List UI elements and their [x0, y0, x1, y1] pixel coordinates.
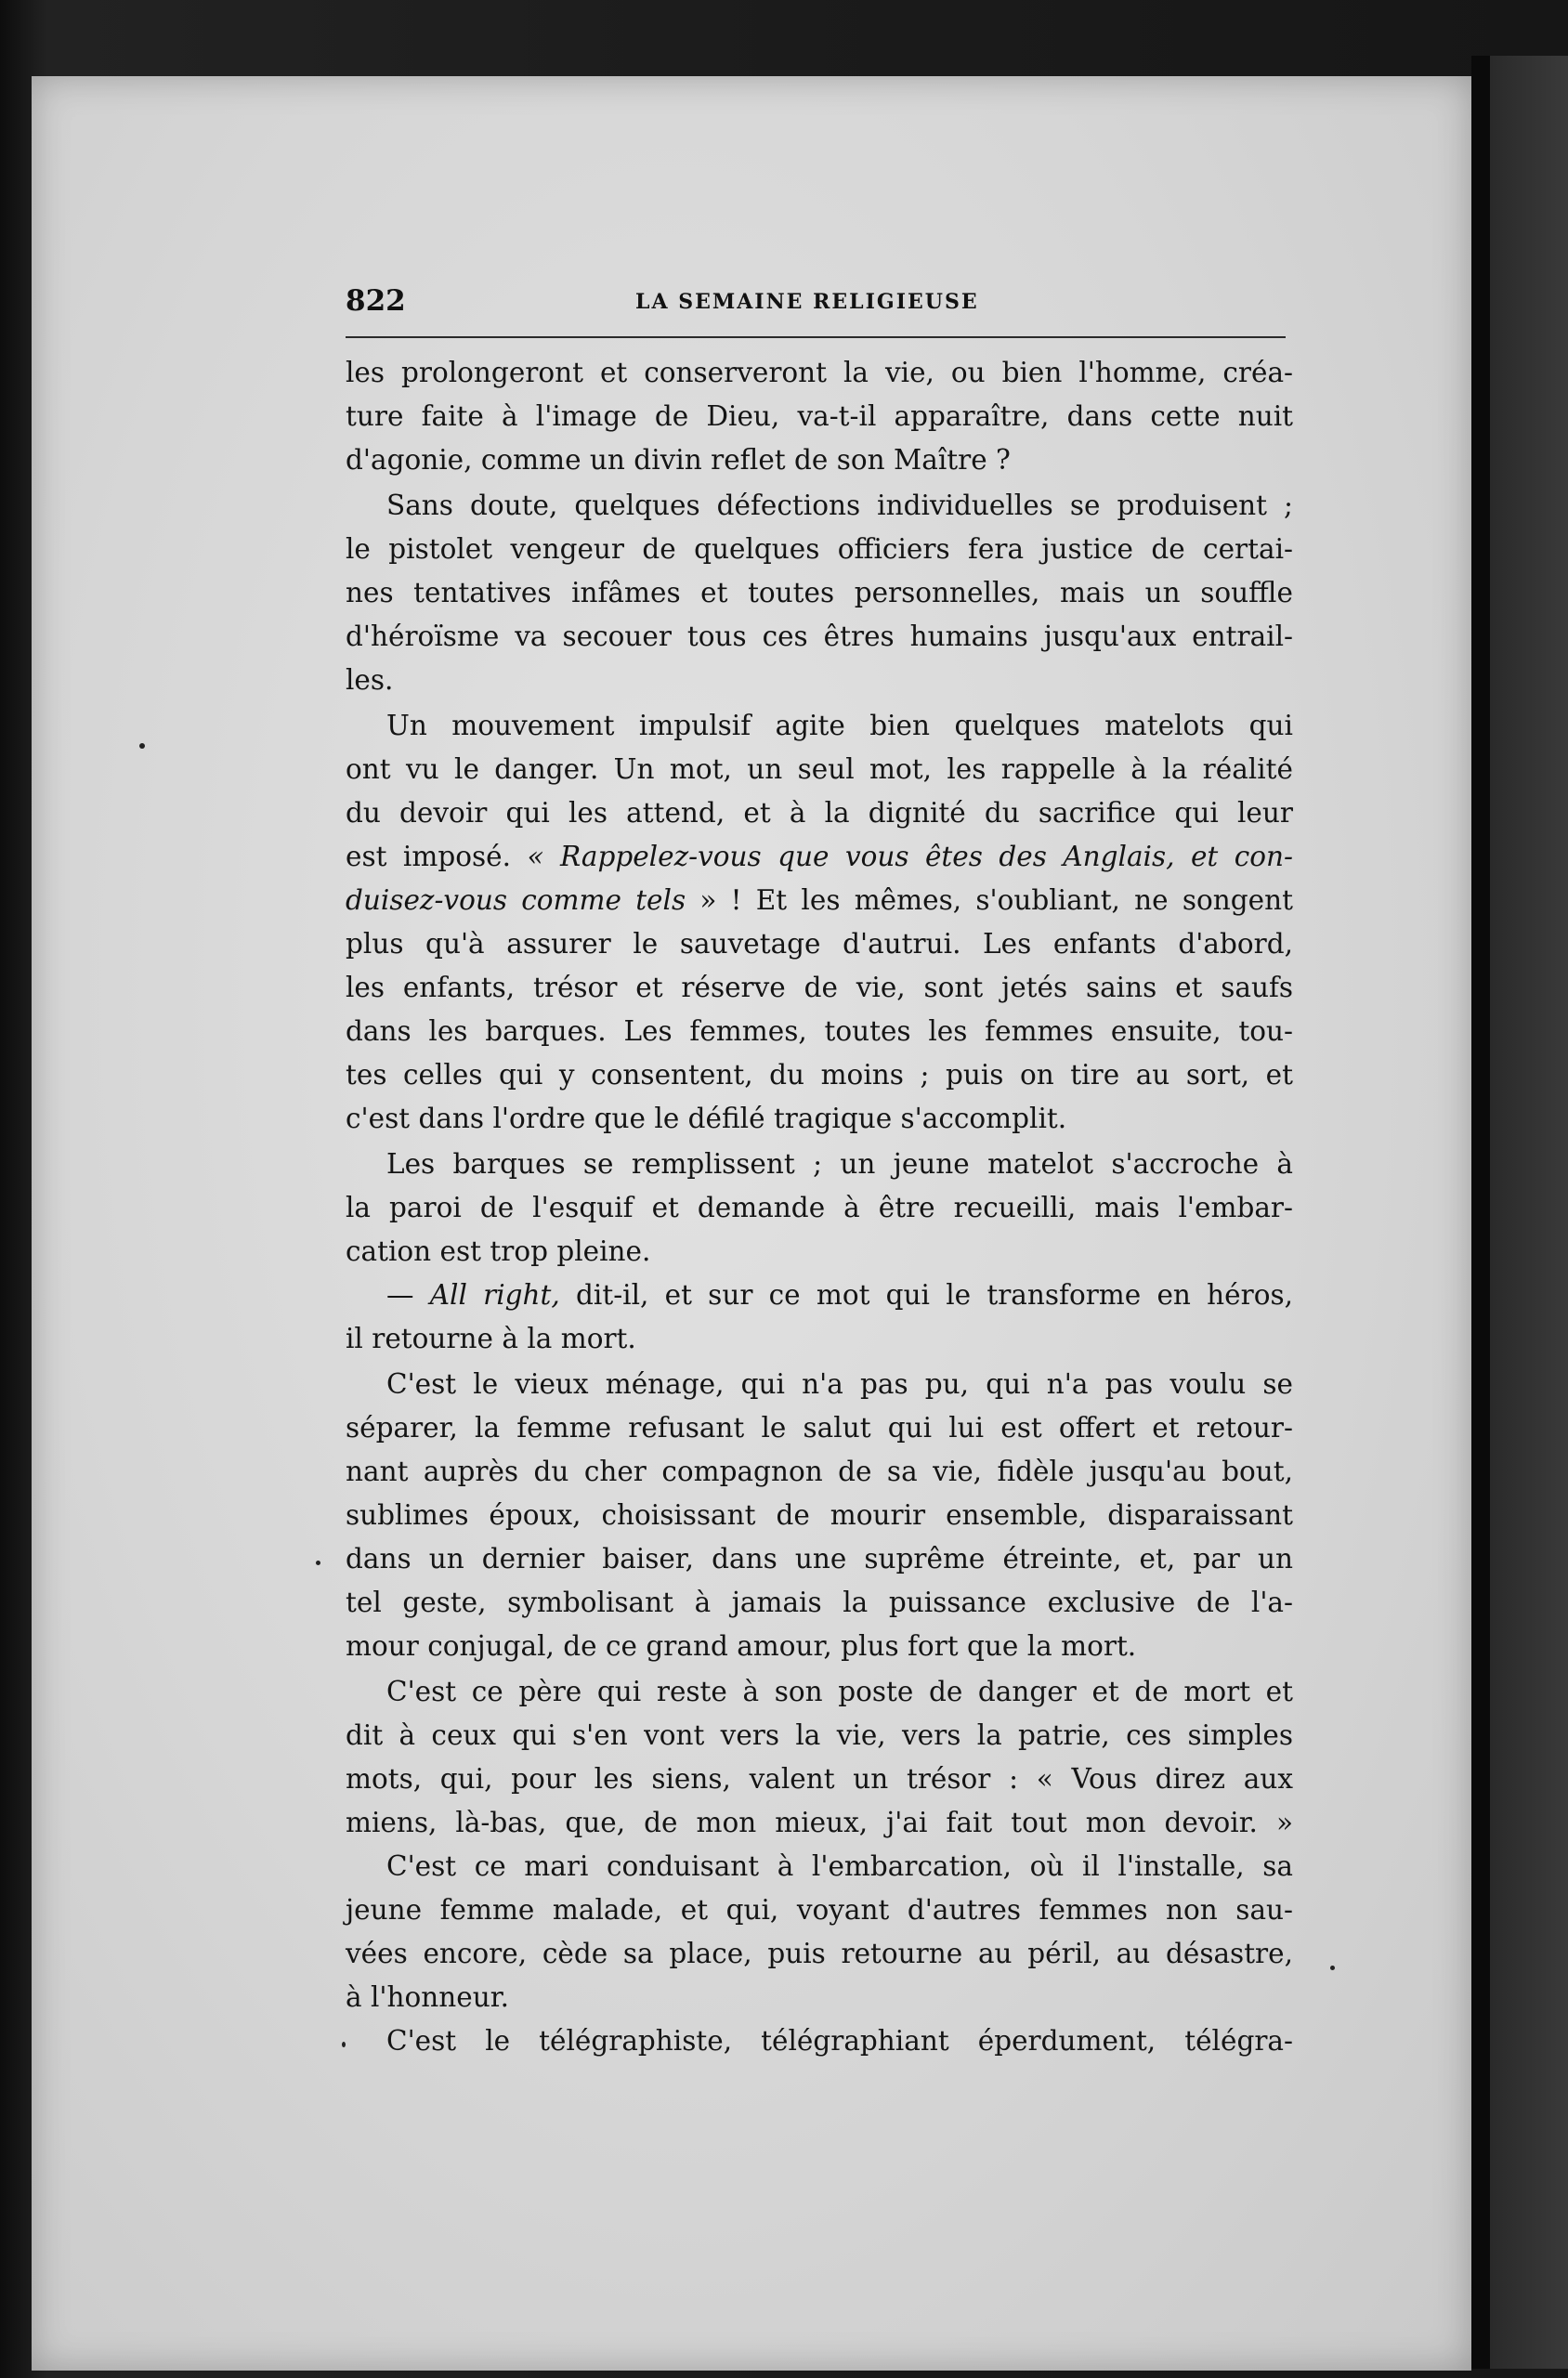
- text-line: ture faite à l'image de Dieu, va-t-il apparaître, dans cette nuit: [346, 400, 1293, 432]
- text-line: les prolongeront et conserveront la vie, ou bien l'homme, créa-: [346, 357, 1293, 388]
- italic-phrase: All right,: [429, 1279, 560, 1311]
- paragraph: [346, 1143, 1293, 1274]
- text-line-mixed: [346, 879, 1293, 922]
- text-line: cation est trop pleine.: [346, 1235, 651, 1267]
- film-speck: [139, 743, 145, 749]
- film-edge: [1471, 56, 1490, 2369]
- text-line: plus qu'à assurer le sauvetage d'autrui. Les enfants d'abord,: [346, 928, 1293, 960]
- text-line: Un mouvement impulsif agite bien quelques matelots qui: [386, 710, 1293, 741]
- text-line: C'est ce père qui reste à son poste de danger et de mort et: [386, 1676, 1293, 1707]
- text-line: il retourne à la mort.: [346, 1323, 636, 1354]
- text-line: du devoir qui les attend, et à la dignité du sacrifice qui leur: [346, 797, 1293, 829]
- paragraph: [346, 1274, 1293, 1361]
- text-line: tes celles qui y consentent, du moins ; puis on tire au sort, et: [346, 1059, 1293, 1091]
- text-line: à l'honneur.: [346, 1981, 509, 2013]
- paragraph: [346, 1363, 1293, 1668]
- text-line: jeune femme malade, et qui, voyant d'autres femmes non sau-: [346, 1894, 1293, 1926]
- text-line: C'est le télégraphiste, télégraphiant éperdument, télégra-: [386, 2025, 1293, 2057]
- text-line: séparer, la femme refusant le salut qui lui est offert et retour-: [346, 1412, 1293, 1444]
- page-number: 822: [346, 284, 406, 318]
- paragraph: [346, 1670, 1293, 1845]
- text-line: ont vu le danger. Un mot, un seul mot, les rappelle à la réalité: [346, 753, 1293, 785]
- film-speck: [342, 2042, 346, 2047]
- text-line: dans les barques. Les femmes, toutes les femmes ensuite, tou-: [346, 1015, 1293, 1047]
- text-line: Les barques se remplissent ; un jeune matelot s'accroche à: [386, 1148, 1293, 1180]
- film-speck: [1330, 1966, 1335, 1970]
- adjacent-page-edge: [1490, 56, 1568, 2369]
- text-line: les.: [346, 664, 394, 696]
- paragraph: [346, 1845, 1293, 2019]
- text-line: C'est ce mari conduisant à l'embarcation, où il l'installe, sa: [386, 1850, 1293, 1882]
- text-run: est imposé.: [346, 841, 511, 872]
- text-line: dit à ceux qui s'en vont vers la vie, vers la patrie, ces simples: [346, 1719, 1293, 1751]
- text-line: mour conjugal, de ce grand amour, plus fort que la mort.: [346, 1630, 1137, 1662]
- paragraph: [346, 351, 1293, 482]
- text-line: C'est le vieux ménage, qui n'a pas pu, qui n'a pas voulu se: [386, 1368, 1293, 1400]
- text-line: d'agonie, comme un divin reflet de son Maître ?: [346, 444, 1011, 476]
- text-line-mixed: [346, 835, 1293, 879]
- header-rule: [346, 336, 1286, 338]
- running-title: LA SEMAINE RELIGIEUSE: [635, 290, 979, 314]
- text-line: Sans doute, quelques défections individuelles se produisent ;: [386, 490, 1293, 521]
- film-speck: [316, 1561, 320, 1565]
- text-line: mots, qui, pour les siens, valent un trésor : « Vous direz aux: [346, 1763, 1293, 1795]
- text-line: sublimes époux, choisissant de mourir ensemble, disparaissant: [346, 1499, 1293, 1531]
- text-run: dit-il, et sur ce mot qui le transforme en héros,: [559, 1279, 1293, 1311]
- paragraph: [346, 484, 1293, 702]
- body-text: [346, 351, 1293, 2063]
- paragraph: [346, 2019, 1293, 2063]
- paragraph: [346, 704, 1293, 1141]
- text-line: les enfants, trésor et réserve de vie, sont jetés sains et saufs: [346, 972, 1293, 1003]
- text-line: le pistolet vengeur de quelques officiers fera justice de certai-: [346, 533, 1293, 565]
- text-line: dans un dernier baiser, dans une suprême étreinte, et, par un: [346, 1543, 1293, 1574]
- text-line-mixed: [346, 1274, 1293, 1317]
- page-header: [346, 284, 1293, 333]
- text-line: tel geste, symbolisant à jamais la puissance exclusive de l'a-: [346, 1587, 1293, 1618]
- text-line: vées encore, cède sa place, puis retourne au péril, au désastre,: [346, 1938, 1293, 1969]
- text-line: d'héroïsme va secouer tous ces êtres humains jusqu'aux entrail-: [346, 621, 1293, 652]
- text-line: c'est dans l'ordre que le défilé tragique s'accomplit.: [346, 1103, 1067, 1134]
- text-line: la paroi de l'esquif et demande à être recueilli, mais l'embar-: [346, 1192, 1293, 1223]
- text-run: » ! Et les mêmes, s'oubliant, ne songent: [686, 884, 1293, 916]
- em-dash: —: [386, 1279, 430, 1311]
- text-line: nant auprès du cher compagnon de sa vie, fidèle jusqu'au bout,: [346, 1456, 1293, 1487]
- italic-quote: « Rappelez-vous que vous êtes des Anglais, et con-: [527, 841, 1293, 872]
- text-line: nes tentatives infâmes et toutes personnelles, mais un souffle: [346, 577, 1293, 608]
- text-line: miens, là-bas, que, de mon mieux, j'ai fait tout mon devoir. »: [346, 1807, 1293, 1838]
- italic-quote: duisez-vous comme tels: [346, 884, 686, 916]
